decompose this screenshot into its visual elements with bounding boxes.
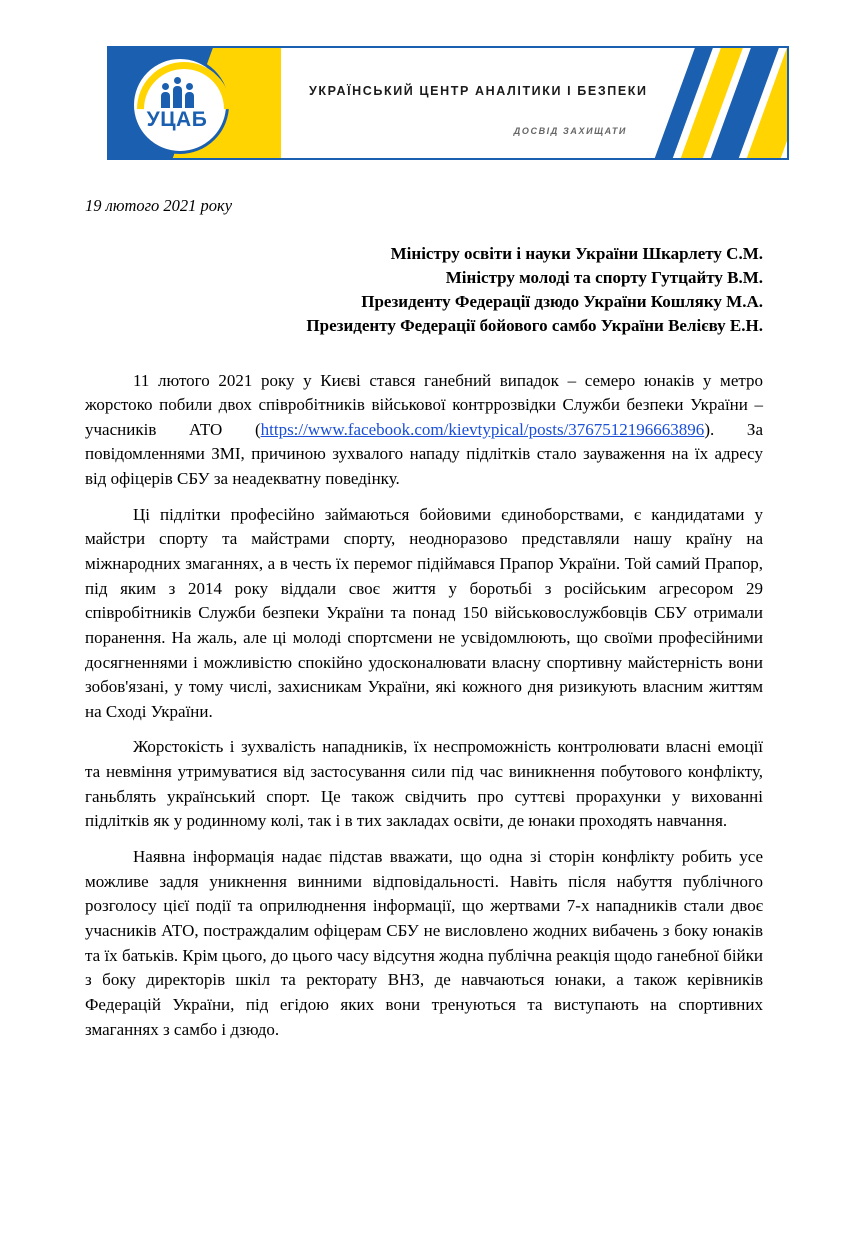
letterhead-logo-block bbox=[109, 48, 281, 158]
logo-people-icon bbox=[153, 74, 201, 108]
organization-slogan: ДОСВІД ЗАХИЩАТИ bbox=[513, 126, 627, 136]
paragraph-4: Наявна інформація надає підстав вважати, що одна зі сторін конфлікту робить усе можливе задля уникнення винними відповідальності. Навіть після набуття публічного розголосу цієї події та оприлюднення інформації, що жертвами 7-х нападників стали двоє учасників АТО, постраждалим офіцерам СБУ не висловлено жодних вибачень з боку юнаків та їх батьків. Крім цього, до цього часу відсутня жодна публічна реакція щодо ганебної бійки з боку директорів шкіл та ректорату ВНЗ, де навчаються юнаки, а також керівників Федерацій України, під егідою яких вони тренуються та виступають на спортивних змаганнях з самбо і дзюдо. bbox=[85, 847, 763, 1039]
addressee-block bbox=[85, 242, 763, 339]
organization-title: УКРАЇНСЬКИЙ ЦЕНТР АНАЛІТИКИ І БЕЗПЕКИ bbox=[309, 84, 648, 98]
logo-figure-center bbox=[173, 86, 182, 108]
addressee-line-2: Міністру молоді та спорту Гутцайту В.М. bbox=[445, 268, 763, 288]
paragraph-1-text-before-link: 11 лютого 2021 року у Києві стався ганебний випадок – семеро юнаків у метро жорстоко побили двох співробітників військової контррозвідки Служби безпеки України – учасників АТО ( bbox=[85, 370, 763, 439]
letterhead-banner bbox=[107, 46, 789, 160]
addressee-line-3: Президенту Федерації дзюдо України Кошляку М.А. bbox=[361, 292, 763, 312]
document-page bbox=[0, 46, 848, 1246]
facebook-post-link[interactable]: https://www.facebook.com/kievtypical/posts/3767512196663896 bbox=[260, 419, 705, 439]
document-date: 19 лютого 2021 року bbox=[85, 196, 233, 215]
paragraph-3: Жорстокість і зухвалість нападників, їх неспроможність контролювати власні емоції та невміння утримуватися від застосування сили під час виникнення побутового конфлікту, ганьблять український спорт. Це також свідчить про суттєві прорахунки у вихованні підлітків як у родинному колі, так і в тих закладах освіти, де юнаки проходять навчання. bbox=[85, 737, 763, 831]
logo-figure-left bbox=[161, 92, 170, 108]
logo-figure-right bbox=[185, 92, 194, 108]
paragraph-1-text-after-link: ). За повідомленнями ЗМІ, причиною зухвалого нападу підлітків стало зауваження на їх адресу від офіцерів СБУ за неадекватну поведінку. bbox=[85, 419, 763, 489]
addressee-line-4: Президенту Федерації бойового самбо України Велієву Е.Н. bbox=[306, 316, 763, 336]
letterhead-stripes bbox=[637, 48, 787, 158]
letterhead-text-block bbox=[309, 48, 648, 158]
paragraph-1 bbox=[85, 369, 763, 492]
addressee-line-1: Міністру освіти і науки України Шкарлету С.М. bbox=[390, 244, 763, 263]
document-body bbox=[85, 369, 763, 1043]
paragraph-2: Ці підлітки професійно займаються бойовими єдиноборствами, є кандидатами у майстри спорту та майстрами спорту, неодноразово представляли нашу країну на міжнародних змаганнях, а в честь їх перемог підіймався Прапор України. Той самий Прапор, під яким з 2014 року віддали своє життя у боротьбі з російським агресором 29 співробітників Служби безпеки України та понад 150 військовослужбовців СБУ отримали поранення. На жаль, але ці молоді спортсмени не усвідомлюють, що своїми професійними досягненнями і можливістю спокійно удосконалювати власну спортивну майстерність вони зобов'язані, у тому числі, захисникам України, які кожного дня ризикують власним життям на Сході України. bbox=[85, 504, 763, 721]
logo-acronym: УЦАБ bbox=[146, 108, 208, 131]
